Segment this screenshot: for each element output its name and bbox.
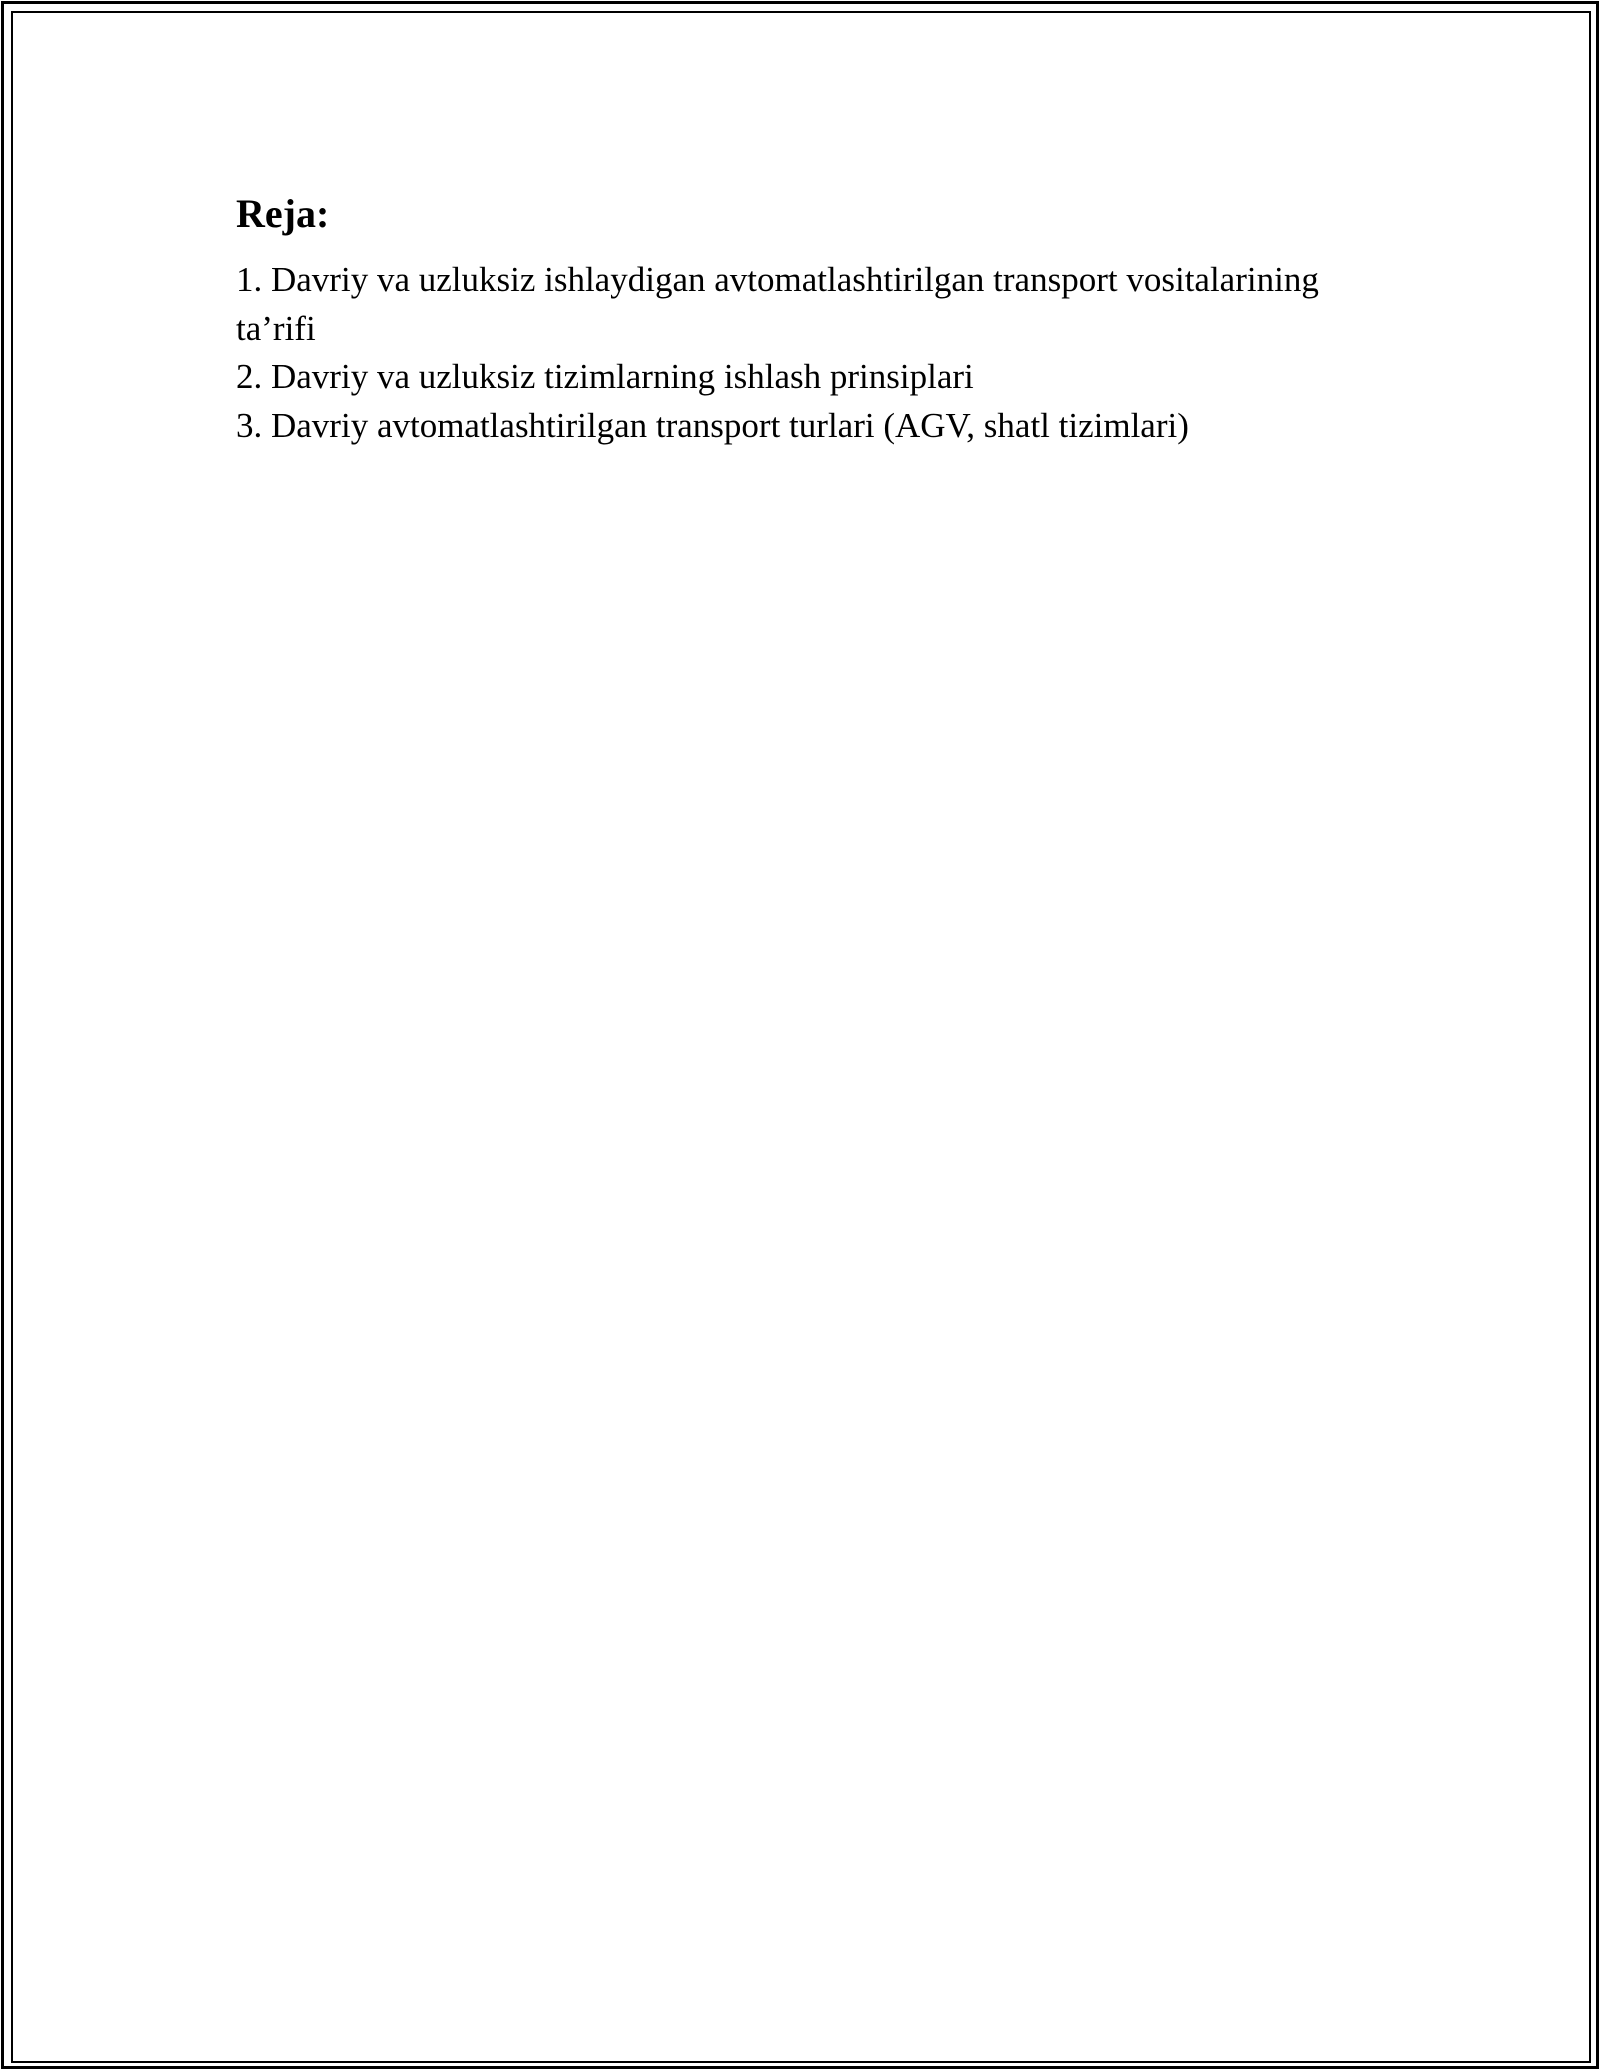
- plan-item-2: 2. Davriy va uzluksiz tizimlarning ishlash prinsiplari: [236, 357, 974, 396]
- plan-item-3: 3. Davriy avtomatlashtirilgan transport turlari (AGV, shatl tizimlari): [236, 405, 1189, 445]
- document-body: [236, 186, 1386, 450]
- plan-title: Reja:: [236, 191, 330, 236]
- plan-item-1: 1. Davriy va uzluksiz ishlaydigan avtomatlashtirilgan transport vositalarining ta’rifi: [236, 260, 1319, 348]
- plan-list: [236, 256, 1386, 450]
